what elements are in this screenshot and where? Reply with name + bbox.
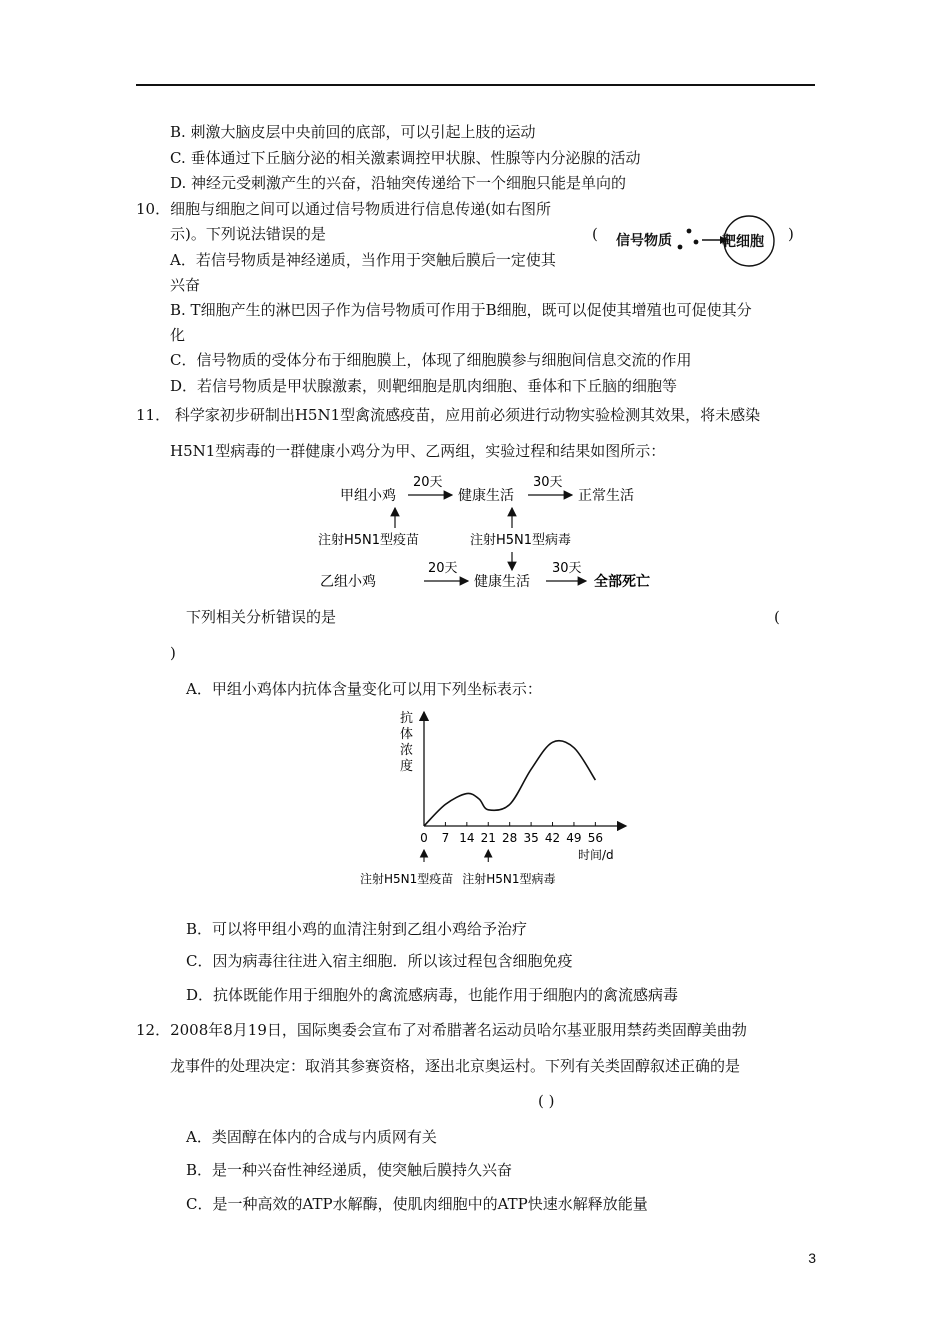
signal-dot: [687, 229, 692, 234]
q10-option-c: C．信号物质的受体分布于细胞膜上，体现了细胞膜参与细胞间信息交流的作用: [170, 351, 692, 369]
q11-option-a: A．甲组小鸡体内抗体含量变化可以用下列坐标表示：: [186, 680, 542, 698]
x-tick-label: 21: [480, 831, 496, 845]
group-b-label: 乙组小鸡: [320, 574, 376, 590]
experiment-flow-diagram: [300, 470, 680, 600]
q11-stem-line2: H5N1型病毒的一群健康小鸡分为甲、乙两组，实验过程和结果如图所示：: [170, 442, 666, 460]
signal-figure: [610, 212, 792, 270]
q10-option-d: D．若信号物质是甲状腺激素，则靶细胞是肌肉细胞、垂体和下丘脑的细胞等: [170, 377, 678, 395]
q12-option-c: C．是一种高效的ATP水解酶，使肌肉细胞中的ATP快速水解释放能量: [186, 1195, 648, 1213]
antibody-curve: [424, 741, 595, 826]
q10-option-b-line1: B. T细胞产生的淋巴因子作为信号物质可作用于B细胞，既可以促使其增殖也可促使其分: [170, 301, 752, 319]
q11-sub-stem: 下列相关分析错误的是: [186, 608, 337, 626]
q10-option-b-line2: 化: [170, 326, 186, 344]
group-b-healthy-label: 健康生活: [474, 574, 530, 590]
vaccine-injection-label: 注射H5N1型疫苗: [318, 533, 420, 548]
q10-answer-paren-close: ): [788, 225, 794, 243]
virus-injection-label: 注射H5N1型病毒: [470, 533, 572, 548]
signal-substance-label: 信号物质: [616, 233, 672, 249]
all-dead-label: 全部死亡: [594, 574, 650, 590]
q11-option-d: D．抗体既能作用于细胞外的禽流感病毒，也能作用于细胞内的禽流感病毒: [186, 986, 679, 1004]
q11-option-c: C．因为病毒往往进入宿主细胞．所以该过程包含细胞免疫: [186, 952, 573, 970]
q10-stem-line2: 示)。下列说法错误的是: [170, 225, 326, 243]
x-tick-label: 7: [441, 831, 450, 845]
injection-annotation: 注射H5N1型病毒: [462, 872, 556, 886]
header-rule: [136, 84, 815, 86]
x-tick-label: 28: [502, 831, 518, 845]
q10-stem-line1: 10．细胞与细胞之间可以通过信号物质进行信息传递(如右图所: [136, 200, 551, 218]
antibody-chart: [360, 700, 640, 895]
page-number: 3: [808, 1250, 816, 1266]
x-tick-label: 35: [523, 831, 539, 845]
x-tick-label: 49: [566, 831, 582, 845]
q10-answer-paren-open: (: [592, 225, 598, 243]
q11-answer-paren-open: (: [774, 608, 780, 626]
target-cell-label: 靶细胞: [722, 234, 764, 250]
q11-option-b: B．可以将甲组小鸡的血清注射到乙组小鸡给予治疗: [186, 920, 528, 938]
q9-option-d: D. 神经元受刺激产生的兴奋，沿轴突传递给下一个细胞只能是单向的: [170, 174, 627, 192]
q10-option-a-line2: 兴奋: [170, 276, 201, 294]
x-tick-label: 42: [544, 831, 561, 845]
q11-stem-line1: 11． 科学家初步研制出H5N1型禽流感疫苗，应用前必须进行动物实验检测其效果，将未感染: [136, 406, 761, 424]
x-tick-label: 56: [587, 831, 604, 845]
q12-stem-line1: 12．2008年8月19日，国际奥委会宣布了对希腊著名运动员哈尔基亚服用禁药类固醇美曲勃: [136, 1021, 747, 1039]
group-a-healthy-label: 健康生活: [458, 488, 514, 504]
group-b-20days-label: 20天: [428, 561, 458, 576]
q10-option-a-line1: A．若信号物质是神经递质，当作用于突触后膜后一定使其: [170, 251, 556, 269]
signal-dot: [694, 240, 699, 245]
q9-option-c: C. 垂体通过下丘脑分泌的相关激素调控甲状腺、性腺等内分泌腺的活动: [170, 149, 641, 167]
q9-option-b: B. 刺激大脑皮层中央前回的底部，可以引起上肢的运动: [170, 123, 536, 141]
q12-answer-paren: ( ): [538, 1092, 555, 1110]
x-tick-label: 0: [420, 831, 428, 845]
signal-dot: [678, 245, 683, 250]
q12-option-b: B．是一种兴奋性神经递质，使突触后膜持久兴奋: [186, 1161, 513, 1179]
x-tick-label: 14: [459, 831, 475, 845]
injection-annotation: 注射H5N1型疫苗: [360, 872, 454, 886]
q12-stem-line2: 龙事件的处理决定：取消其参赛资格，逐出北京奥运村。下列有关类固醇叙述正确的是: [170, 1057, 741, 1075]
q12-option-a: A．类固醇在体内的合成与内质网有关: [186, 1128, 437, 1146]
x-axis-label: 时间/d: [578, 848, 614, 862]
q11-answer-paren-close: ): [170, 644, 176, 662]
y-axis-label: 抗体浓度: [400, 711, 414, 774]
group-a-label: 甲组小鸡: [340, 488, 396, 504]
normal-life-label: 正常生活: [578, 488, 634, 504]
group-b-30days-label: 30天: [552, 561, 582, 576]
group-a-30days-label: 30天: [533, 475, 563, 490]
group-a-20days-label: 20天: [413, 475, 443, 490]
